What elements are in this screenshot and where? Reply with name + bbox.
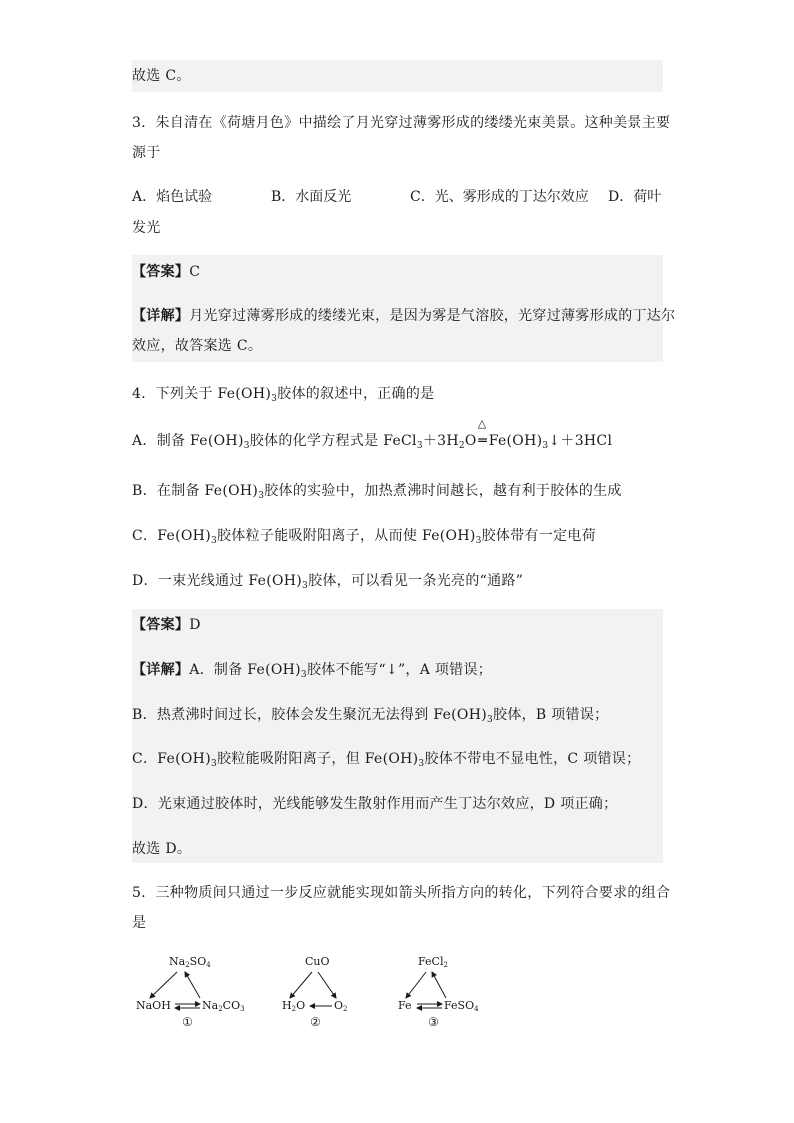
d2-top: CuO: [305, 955, 330, 968]
q5-stem-line1: 5．三种物质间只通过一步反应就能实现如箭头所指方向的转化，下列符合要求的组合: [132, 885, 671, 901]
d3-number: ③: [428, 1015, 439, 1029]
q4-answer: 【答案】D: [132, 617, 201, 633]
d3-left: Fe: [398, 999, 412, 1012]
q4-stem: 4．下列关于 $Fe(OH)_3$胶体的叙述中，正确的是: [132, 386, 435, 404]
detail-label: 【详解】: [132, 308, 190, 324]
heat-arrow: △ ═: [477, 417, 488, 449]
arrow-3-right-top: [432, 972, 446, 998]
q4-option-d: D．一束光线通过 $Fe(OH)_3$胶体，可以看见一条光亮的“通路”: [132, 573, 524, 591]
q4-option-b: B．在制备 $Fe(OH)_3$胶体的实验中，加热煮沸时间越长，越有利于胶体的生成: [132, 483, 622, 501]
q3-detail-line2: 效应，故答案选 C。: [132, 338, 263, 354]
q4-detail-d: D．光束通过胶体时，光线能够发生散射作用而产生丁达尔效应，D 项正确；: [132, 796, 618, 812]
d3-top: FeCl$_2$: [418, 955, 448, 969]
prev-solution-block: [132, 60, 663, 92]
arrow-1-top-left: [150, 972, 177, 998]
q4-solution-block: [132, 609, 663, 863]
arrow-2-top-right: [318, 972, 336, 998]
q3-option-a: A．焰色试验: [132, 189, 213, 205]
q3-option-b: B．水面反光: [271, 189, 352, 205]
d1-number: ①: [182, 1015, 193, 1029]
arrow-1-right-top: [185, 972, 200, 998]
d3-right: FeSO$_4$: [444, 999, 479, 1013]
q3-option-d: D．荷叶: [608, 189, 662, 205]
q3-stem-line2: 源于: [132, 145, 161, 161]
arrow-3-top-left: [406, 972, 426, 998]
answer-value: C: [189, 264, 201, 280]
q3-stem-line1: 3．朱自清在《荷塘月色》中描绘了月光穿过薄雾形成的缕缕光束美景。这种美景主要: [132, 115, 671, 131]
prev-conclusion: 故选 C。: [132, 68, 191, 84]
d2-left: $H_2O$: [282, 999, 306, 1013]
q3-option-d-cont: 发光: [132, 220, 161, 236]
q4-detail-b: B．热煮沸时间过长，胶体会发生聚沉无法得到 $Fe(OH)_3$胶体，B 项错误；: [132, 707, 609, 725]
q3-detail-line1: 【详解】月光穿过薄雾形成的缕缕光束，是因为雾是气溶胶，光穿过薄雾形成的丁达尔: [132, 308, 676, 324]
q4-option-a: A．制备 $Fe(OH)_3$胶体的化学方程式是 $FeCl_3+3H_2O$ △ ═ $Fe(OH)_3↓+3HCl$: [132, 417, 613, 451]
q3-answer: [132, 262, 200, 282]
d2-right: $O_2$: [334, 999, 348, 1013]
d1-right: $Na_2CO_3$: [202, 999, 245, 1013]
arrow-2-top-left: [290, 972, 312, 998]
q5-stem-line2: 是: [132, 915, 147, 931]
conversion-diagrams: [130, 950, 490, 1035]
q4-conclusion: 故选 D。: [132, 841, 192, 857]
q4-option-c: C．$Fe(OH)_3$胶体粒子能吸附阳离子，从而使 $Fe(OH)_3$胶体带有一定电荷: [132, 528, 597, 546]
answer-label: 【答案】: [132, 264, 190, 280]
q4-detail-a: 【详解】A．制备 $Fe(OH)_3$胶体不能写“↓”，A 项错误；: [132, 662, 493, 680]
d1-top: $Na_2SO_4$: [169, 955, 211, 969]
d1-left: NaOH: [136, 999, 171, 1012]
q3-option-c: C．光、雾形成的丁达尔效应: [410, 189, 589, 205]
d2-number: ②: [310, 1015, 321, 1029]
q4-detail-c: C．$Fe(OH)_3$胶粒能吸附阳离子，但 $Fe(OH)_3$胶体不带电不显电性，C 项错误；: [132, 751, 641, 769]
